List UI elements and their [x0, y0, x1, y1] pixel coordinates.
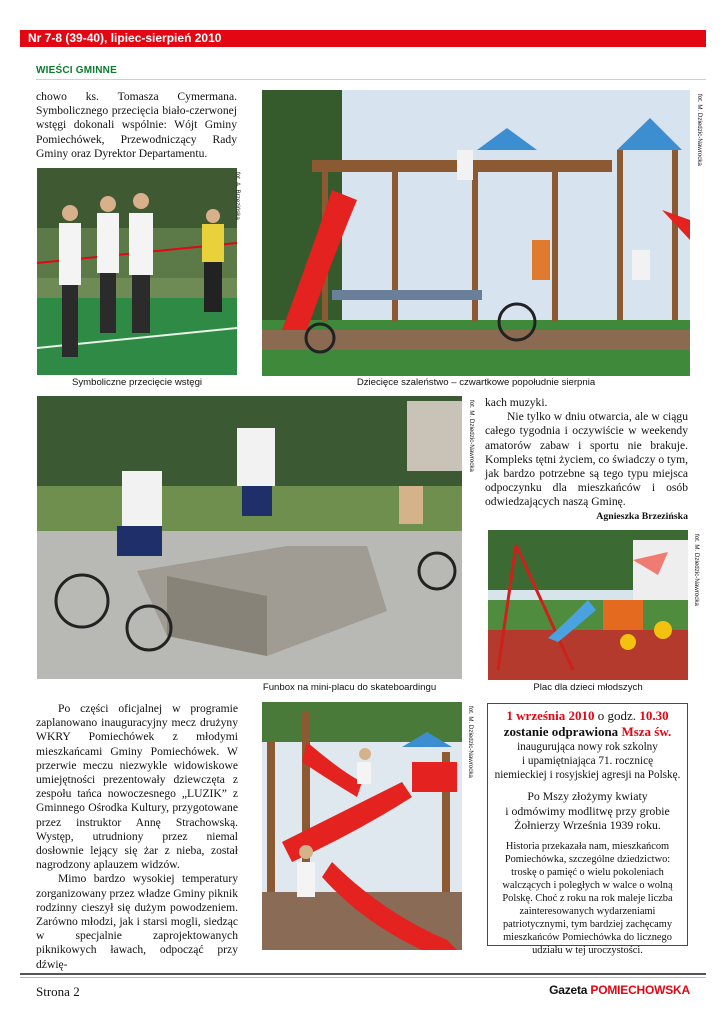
announcement-time: 10.30 [639, 708, 669, 723]
photo-credit: fot. M. Dziedzic-Nawrocka [467, 706, 474, 778]
announcement-date: 1 września 2010 [506, 708, 595, 723]
announcement-line: i upamiętniająca 71. rocznicę [521, 755, 654, 767]
photo-caption: Plac dla dzieci młodszych [533, 682, 643, 693]
article-text-right [485, 396, 688, 510]
announcement-box [487, 703, 688, 956]
announcement-mass-pre: zostanie odprawiona [503, 724, 619, 739]
article-paragraph: Po części oficjalnej w programie zaplanowano inauguracyjny mecz drużyny WKRY Pomiechówek z młodymi mieszkańcami Gminy Pomiechówek. W przerwie meczu niezwykle widowiskowe umiejętności prezentowały dziewczęta z zespołu tańca nowoczesnego „LUZIK” z Gminnego Ośrodka Kultury, przygotowane przez instruktor Annę Strachowską. Występ, utrudniony przez niemal dosłownie lejący się żar z nieba, został nagrodzony aplauzem widzów. [36, 702, 238, 872]
photo-credit: fot. M. Dziedzic-Nawrocka [468, 400, 475, 472]
article-author: Agnieszka Brzezińska [596, 511, 688, 522]
photo-slide [262, 702, 462, 950]
photo-caption: Funbox na mini-placu do skateboardingu [262, 682, 437, 693]
article-paragraph: Mimo bardzo wysokiej temperatury zorganizowany przez władze Gminy piknik rodzinny cieszył się dużym powodzeniem. Zarówno młodzi, jak i starsi mogli, siedząc w specjalnie zaprojektowanych piknikowych ławach, odpocząć przy dźwię- [36, 872, 238, 971]
article-paragraph: Nie tylko w dniu otwarcia, ale w ciągu całego tygodnia i oczywiście w weekendy amatorów zabaw i sportu nie brakuje. Kompleks tętni życiem, co świadczy o tym, jak bardzo potrzebne są tego typu miejsca odpoczynku dla mieszkańców i osób odwiedzających naszą Gminę. [485, 410, 688, 509]
issue-header-bar [20, 30, 706, 47]
newspaper-title-a: Gazeta [549, 983, 588, 997]
newspaper-title [490, 983, 690, 997]
announcement-mass-line [488, 724, 687, 740]
section-title: WIEŚCI GMINNE [36, 65, 117, 76]
photo-caption: Dziecięce szaleństwo – czwartkowe popołudnie sierpnia [356, 377, 596, 388]
photo-playground [262, 90, 690, 376]
article-paragraph: chowo ks. Tomasza Cymermana. Symbolicznego przecięcia biało-czerwonej wstęgi dokonali wspólnie: Wójt Gminy Pomiechówek, Przewodniczący Rady Gminy oraz Dyrektor Departamentu. [36, 90, 237, 160]
photo-caption: Symboliczne przecięcie wstęgi [71, 377, 203, 388]
announcement-line: i odmówimy modlitwę przy grobie [505, 803, 670, 818]
issue-label: Nr 7-8 (39-40), lipiec-sierpień 2010 [28, 31, 222, 45]
photo-credit: fot. M. Dziedzic-Nawrocka [693, 534, 700, 606]
photo-small-playground [488, 530, 688, 680]
announcement-line: Żołnierzy Września 1939 roku. [514, 818, 661, 833]
photo-funbox [37, 396, 462, 679]
announcement-date-line [488, 708, 687, 724]
section-divider [36, 79, 706, 80]
announcement-line: niemieckiej i rosyjskiej agresji na Polskę. [494, 769, 681, 781]
announcement-history: Historia przekazała nam, mieszkańcom Pomiechówka, szczególne dziedzictwo: troskę o pamięć o wielu pokoleniach walczących i poległych w walce o wolną Polskę. Choć z roku na rok maleje liczba zainteresowanych wydarzeniami patriotycznymi, tym bardziej zachęcamy mieszkańców Pomiechówka do licznego udziału w tej uroczystości. [502, 840, 673, 956]
announcement-at: o godz. [597, 708, 637, 723]
announcement-line: Po Mszy złożymy kwiaty [527, 789, 648, 803]
photo-ribbon-cutting [37, 168, 237, 375]
newspaper-title-b: POMIECHOWSKA [590, 983, 690, 997]
announcement-mass: Msza św. [621, 724, 672, 739]
article-text-bottom [36, 702, 238, 972]
photo-credit: fot. M. Dziedzic-Nawrocka [696, 94, 703, 166]
footer-divider [20, 973, 706, 975]
article-text-top [36, 90, 237, 161]
footer-divider [20, 977, 706, 978]
announcement-line: inaugurująca nowy rok szkolny [517, 741, 658, 753]
article-paragraph: kach muzyki. [485, 396, 548, 409]
photo-credit: fot. A. Brzezińska [234, 172, 241, 220]
page-number: Strona 2 [36, 984, 80, 999]
